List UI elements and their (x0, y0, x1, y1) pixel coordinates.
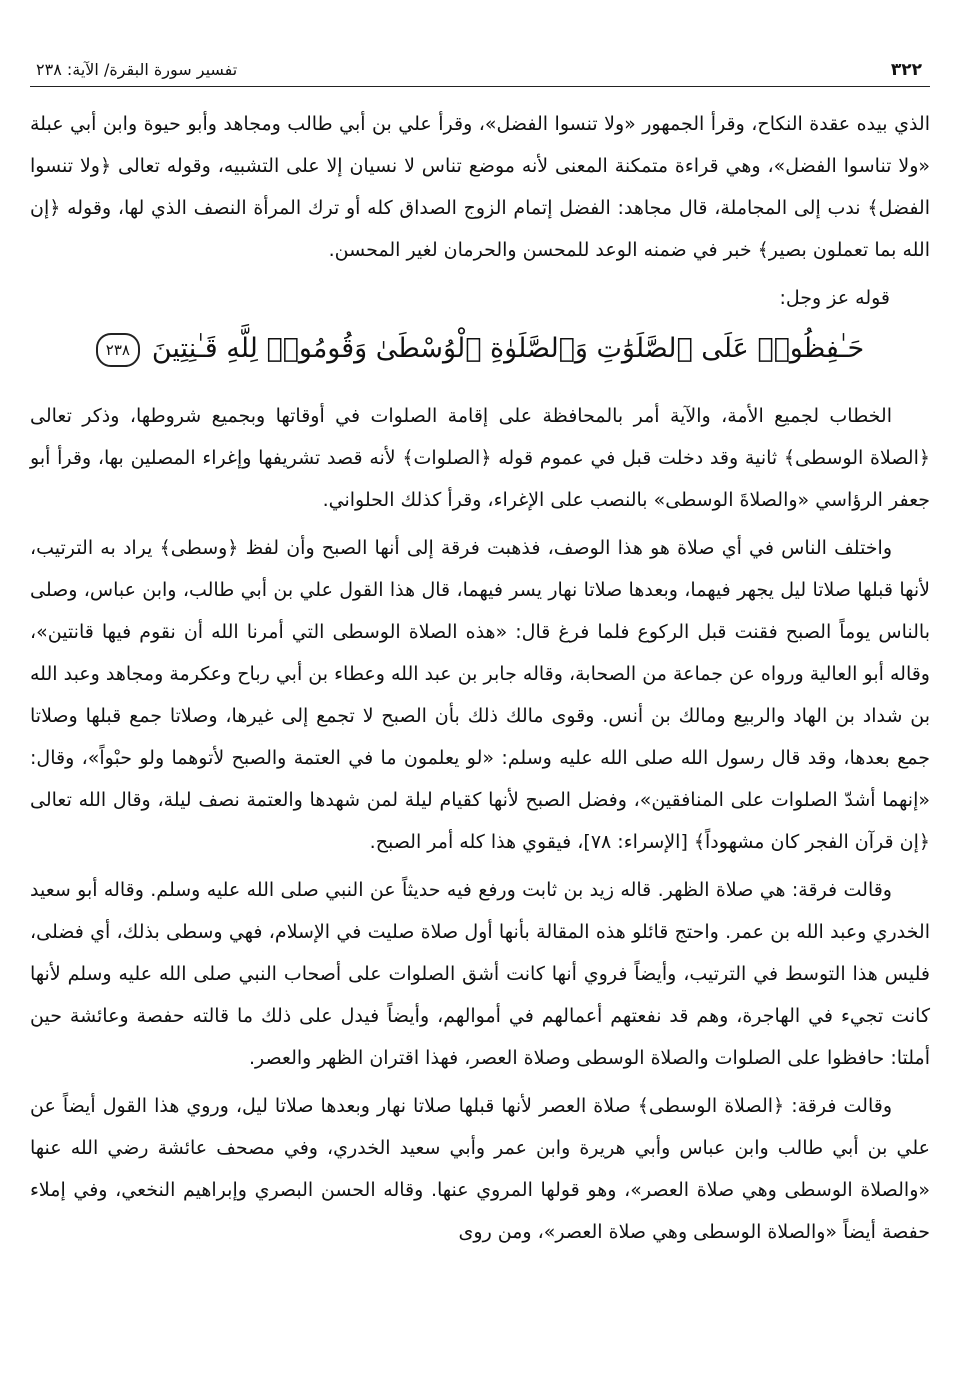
verse-intro: قوله عز وجل: (779, 287, 890, 309)
page-header (30, 56, 930, 84)
running-title: تفسير سورة البقرة/ الآية: ٢٣٨ (36, 60, 238, 79)
verse-number: ٢٣٨ (96, 333, 140, 367)
quran-verse (30, 319, 930, 379)
book-page (30, 56, 930, 1259)
verse-text: حَـٰفِظُوا۟ عَلَى ٱلصَّلَوَٰتِ وَٱلصَّلَوٰةِ ٱلْوُسْطَىٰ وَقُومُوا۟ لِلَّهِ قَـٰنِتِينَ (151, 333, 865, 364)
commentary-paragraph: وقالت فرقة: هي صلاة الظهر. قاله زيد بن ثابت ورفع فيه حديثاً عن النبي صلى الله عليه وسلم. وقاله أبو سعيد الخدري وعبد الله بن عمر. واحتج قائلو هذه المقالة بأنها أول صلاة صليت في الإسلام، فهي وسطى بذلك، أي فضلى، فليس هذا التوسط في الترتيب، وأيضاً فروي أنها كانت أشق الصلوات على أصحاب النبي صلى الله عليه وسلم لأنها كانت تجيء في الهاجرة، وهم قد نفعتهم أعمالهم في أموالهم، وأيضاً فيدل على ذلك ما قالته حفصة وعائشة حين أملتا: حافظوا على الصلوات والصلاة الوسطى وصلاة العصر، فهذا اقتران الظهر والعصر. (30, 879, 930, 1069)
paragraph-continued: الذي بيده عقدة النكاح، وقرأ الجمهور «ولا تنسوا الفضل»، وقرأ علي بن أبي طالب ومجاهد وأبو حيوة وابن أبي عبلة «ولا تناسوا الفضل»، وهي قراءة متمكنة المعنى لأنه موضع تناس لا نسيان إلا على التشبيه، وقوله تعالى ﴿ولا تنسوا الفضل﴾ ندب إلى المجاملة، قال مجاهد: الفضل إتمام الزوج الصداق كله أو ترك المرأة النصف الذي لها، وقوله ﴿إن الله بما تعملون بصير﴾ خبر في ضمنه الوعد للمحسن والحرمان لغير المحسن. (30, 113, 930, 261)
page-body (30, 103, 930, 1253)
commentary-paragraph: واختلف الناس في أي صلاة هو هذا الوصف، فذهبت فرقة إلى أنها الصبح وأن لفظ ﴿وسطى﴾ يراد به الترتيب، لأنها قبلها صلاتا ليل يجهر فيهما، وبعدها صلاتا نهار يسر فيهما، قال هذا القول علي بن أبي طالب، وابن عباس، وصلى بالناس يوماً الصبح فقنت قبل الركوع فلما فرغ قال: «هذه الصلاة الوسطى التي أمرنا الله أن نقوم فيها قانتين»، وقاله أبو العالية ورواه عن جماعة من الصحابة، وقاله جابر بن عبد الله وعطاء بن أبي رباح وعكرمة ومجاهد وعبد الله بن شداد بن الهاد والربيع ومالك بن أنس. وقوى مالك ذلك بأن الصبح لا تجمع إلى غيرها، وصلاتا جمع قبلها وصلاتا جمع بعدها، وقد قال رسول الله صلى الله عليه وسلم: «لو يعلمون ما في العتمة والصبح لأتوهما ولو حبْواً»، وقال: «إنهما أشدّ الصلوات على المنافقين»، وفضل الصبح لأنها كقيام ليلة لمن شهدها والعتمة نصف ليلة، وقال الله تعالى ﴿إن قرآن الفجر كان مشهوداً﴾ [الإسراء: ٧٨]، فيقوي هذا كله أمر الصبح. (30, 537, 930, 853)
page-number: ٣٢٢ (890, 60, 922, 80)
commentary-paragraph: الخطاب لجميع الأمة، والآية أمر بالمحافظة على إقامة الصلوات في أوقاتها وبجميع شروطها، وذكر تعالى ﴿الصلاة الوسطى﴾ ثانية وقد دخلت قبل في عموم قوله ﴿الصلوات﴾ لأنه قصد تشريفها وإغراء المصلين بها، وقرأ أبو جعفر الرؤاسي «والصلاةَ الوسطى» بالنصب على الإغراء، وقرأ كذلك الحلواني. (30, 405, 930, 511)
commentary-paragraph: وقالت فرقة: ﴿الصلاة الوسطى﴾ صلاة العصر لأنها قبلها صلاتا نهار وبعدها صلاتا ليل، وروي هذا القول أيضاً عن علي بن أبي طالب وابن عباس وأبي هريرة وابن عمر وأبي سعيد الخدري، وفي مصحف عائشة رضي الله عنها «والصلاة الوسطى وهي صلاة العصر»، وهو قولها المروي عنها. وقاله الحسن البصري وإبراهيم النخعي، وفي إملاء حفصة أيضاً «والصلاة الوسطى وهي صلاة العصر»، ومن روى (30, 1095, 930, 1243)
header-rule (30, 86, 930, 87)
